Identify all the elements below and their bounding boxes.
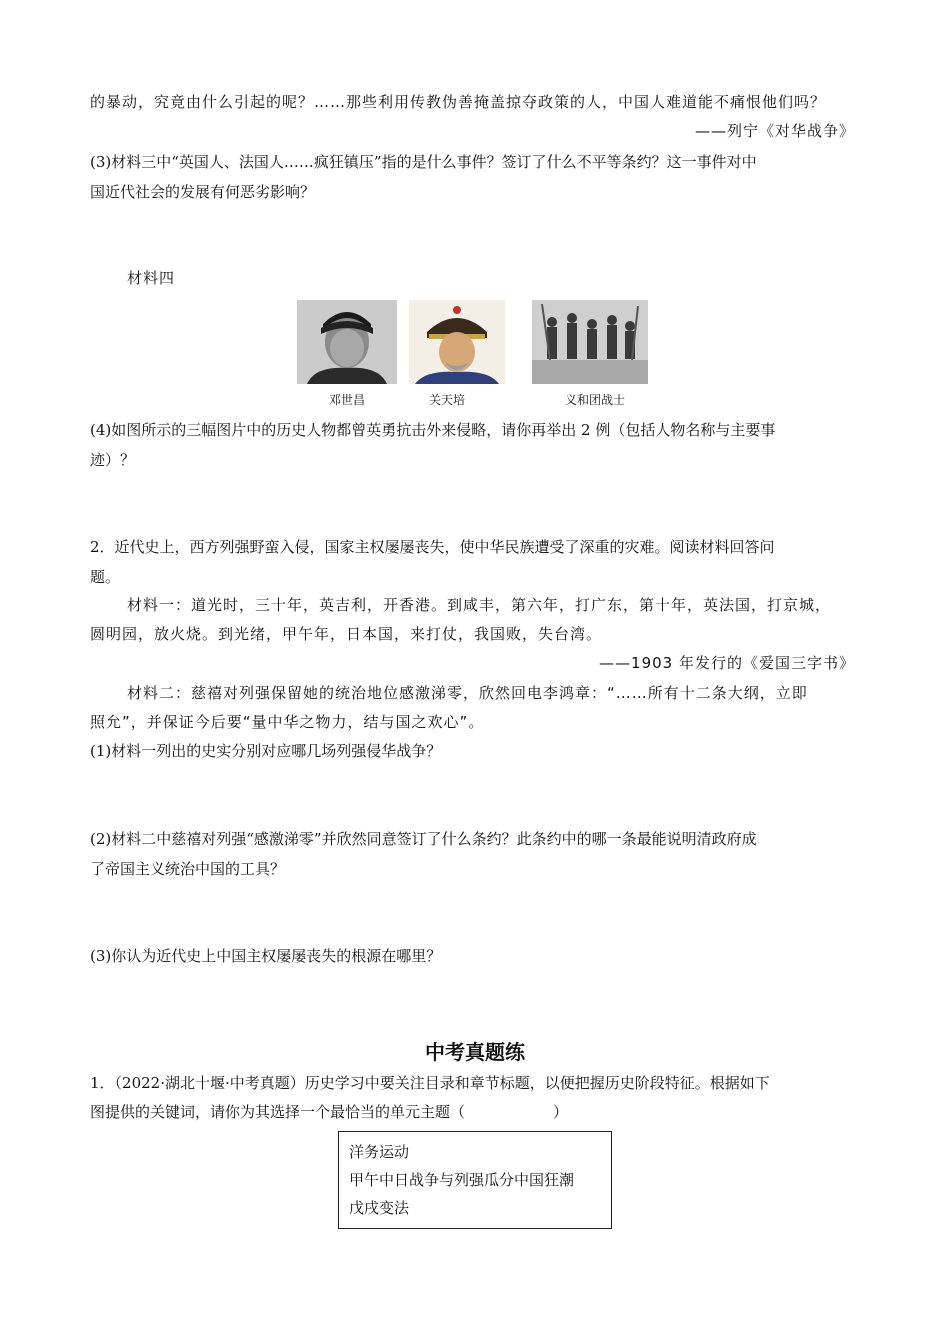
material-1-cont: 圆明园，放火烧。到光绪，甲午年，日本国，来打仗，我国败，失台湾。 bbox=[90, 625, 603, 643]
section-heading: 中考真题练 bbox=[425, 1040, 525, 1064]
material-1: 材料一：道光时，三十年，英吉利，开香港。到咸丰，第六年，打广东，第十年，英法国，打京城， bbox=[127, 596, 832, 614]
question-4: (4)如图所示的三幅图片中的历史人物都曾英勇抗击外来侵略，请你再举出 2 例（包括人物名称与主要事 bbox=[90, 421, 776, 439]
caption-boxer-fighters: 义和团战士 bbox=[564, 393, 625, 407]
keyword-box bbox=[338, 1131, 612, 1229]
question-4-cont: 迹）？ bbox=[90, 451, 136, 469]
question-3-cont: 国近代社会的发展有何恶劣影响？ bbox=[90, 183, 316, 201]
sub-question-1: (1)材料一列出的史实分别对应哪几场列强侵华战争？ bbox=[90, 742, 442, 760]
caption-deng-shichang: 邓世昌 bbox=[328, 393, 365, 407]
material-2-cont: 照允”，并保证今后要“量中华之物力，结与国之欢心”。 bbox=[90, 713, 485, 731]
exam-question-1-cont bbox=[90, 1102, 568, 1122]
material-2: 材料二：慈禧对列强保留她的统治地位感激涕零，欣然回电李鸿章：“……所有十二条大纲，立即 bbox=[127, 684, 808, 702]
deng-shichang-photo bbox=[297, 300, 397, 384]
material-1-citation: ——1903 年发行的《爱国三字书》 bbox=[599, 654, 855, 672]
text-line: 的暴动，究竟由什么引起的呢？……那些利用传教伪善掩盖掠夺政策的人，中国人难道能不痛恨他们吗？ bbox=[90, 93, 827, 111]
caption-guan-tianpei: 关天培 bbox=[428, 393, 465, 407]
sub-question-3: (3)你认为近代史上中国主权屡屡丧失的根源在哪里？ bbox=[90, 947, 442, 965]
question-text: 图提供的关键词，请你为其选择一个最恰当的单元主题（ bbox=[90, 1103, 466, 1121]
sub-question-2-cont: 了帝国主义统治中国的工具？ bbox=[90, 860, 286, 878]
boxer-fighters-photo bbox=[532, 300, 648, 384]
keyword-item: 甲午中日战争与列强瓜分中国狂潮 bbox=[349, 1171, 575, 1189]
material-4-label: 材料四 bbox=[127, 269, 176, 287]
guan-tianpei-portrait bbox=[409, 300, 505, 384]
closing-paren: ） bbox=[553, 1103, 569, 1121]
keyword-item: 洋务运动 bbox=[349, 1143, 410, 1161]
exam-question-1: 1．（2022·湖北十堰·中考真题）历史学习中要关注目录和章节标题，以便把握历史阶段特征。根据如下 bbox=[90, 1074, 770, 1092]
problem-2-cont: 题。 bbox=[90, 568, 121, 586]
problem-2: 2．近代史上，西方列强野蛮入侵，国家主权屡屡丧失，使中华民族遭受了深重的灾难。阅读材料回答问 bbox=[90, 538, 775, 556]
sub-question-2: (2)材料二中慈禧对列强“感激涕零”并欣然同意签订了什么条约？此条约中的哪一条最能说明清政府成 bbox=[90, 830, 757, 848]
keyword-item: 戊戌变法 bbox=[349, 1199, 410, 1217]
citation: ——列宁《对华战争》 bbox=[694, 122, 855, 140]
question-3: (3)材料三中“英国人、法国人……疯狂镇压”指的是什么事件？签订了什么不平等条约？这一事件对中 bbox=[90, 153, 757, 171]
